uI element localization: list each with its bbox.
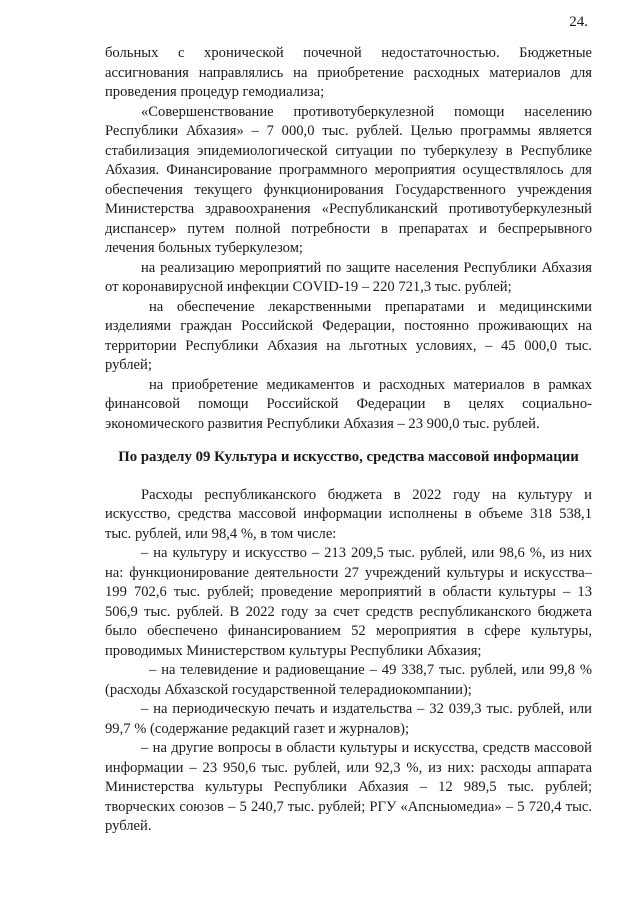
paragraph: «Совершенствование противотуберкулезной помощи населению Республики Абхазия» – 7 000,0 тыс. рублей. Целью программы является стабилизация эпидемиологической ситуации по туберкулезу в Республике Абхазия. Финансирование программного мероприятия осуществлялось для обеспечения текущего функционирования Государственного учреждения Министерства здравоохранения «Республиканский противотуберкулезный диспансер» путем полной потребности в препаратах и беспрерывного лечения больных туберкулезом; xyxy=(105,103,592,256)
page-number: 24. xyxy=(569,14,588,30)
paragraph: на реализацию мероприятий по защите населения Республики Абхазия от коронавирусной инфекции COVID-19 – 220 721,3 тыс. рублей; xyxy=(105,259,592,295)
section-heading: По разделу 09 Культура и искусство, средства массовой информации xyxy=(118,449,579,465)
paragraph: на приобретение медикаментов и расходных материалов в рамках финансовой помощи Российской Федерации в целях социально-экономического развития Республики Абхазия – 23 900,0 тыс. рублей. xyxy=(105,376,592,432)
paragraph: на обеспечение лекарственными препаратами и медицинскими изделиями граждан Российской Федерации, постоянно проживающих на территории Республики Абхазия на льготных условиях, – 45 000,0 тыс. рублей; xyxy=(105,298,592,373)
paragraph: – на периодическую печать и издательства – 32 039,3 тыс. рублей, или 99,7 % (содержание редакций газет и журналов); xyxy=(105,701,592,737)
paragraph: – на телевидение и радиовещание – 49 338,7 тыс. рублей, или 99,8 % (расходы Абхазской государственной телерадиокомпании); xyxy=(105,662,592,698)
paragraph: – на культуру и искусство – 213 209,5 тыс. рублей, или 98,6 %, из них на: функционирование деятельности 27 учреждений культуры и искусства– 199 702,6 тыс. рублей; проведение мероприятий в области культуры – 13 506,9 тыс. рублей. В 2022 году за счет средств республиканского бюджета было обеспечено финансированием 52 мероприятия в сфере культуры, проводимых Министерством культуры Республики Абхазия; xyxy=(105,545,592,659)
paragraph: Расходы республиканского бюджета в 2022 году на культуру и искусство, средства массовой информации исполнены в объеме 318 538,1 тыс. рублей, или 98,4 %, в том числе: xyxy=(105,486,592,542)
paragraph: – на другие вопросы в области культуры и искусства, средств массовой информации – 23 950,6 тыс. рублей, или 92,3 %, из них: расходы аппарата Министерства культуры Республики Абхазия – 12 989,5 тыс. рублей; творческих союзов – 5 240,7 тыс. рублей; РГУ «Апсныомедиа» – 5 720,4 тыс. рублей. xyxy=(105,740,592,834)
paragraph: больных с хронической почечной недостаточностью. Бюджетные ассигнования направлялись на приобретение расходных материалов для проведения процедур гемодиализа; xyxy=(105,45,592,100)
document-body xyxy=(105,44,592,837)
